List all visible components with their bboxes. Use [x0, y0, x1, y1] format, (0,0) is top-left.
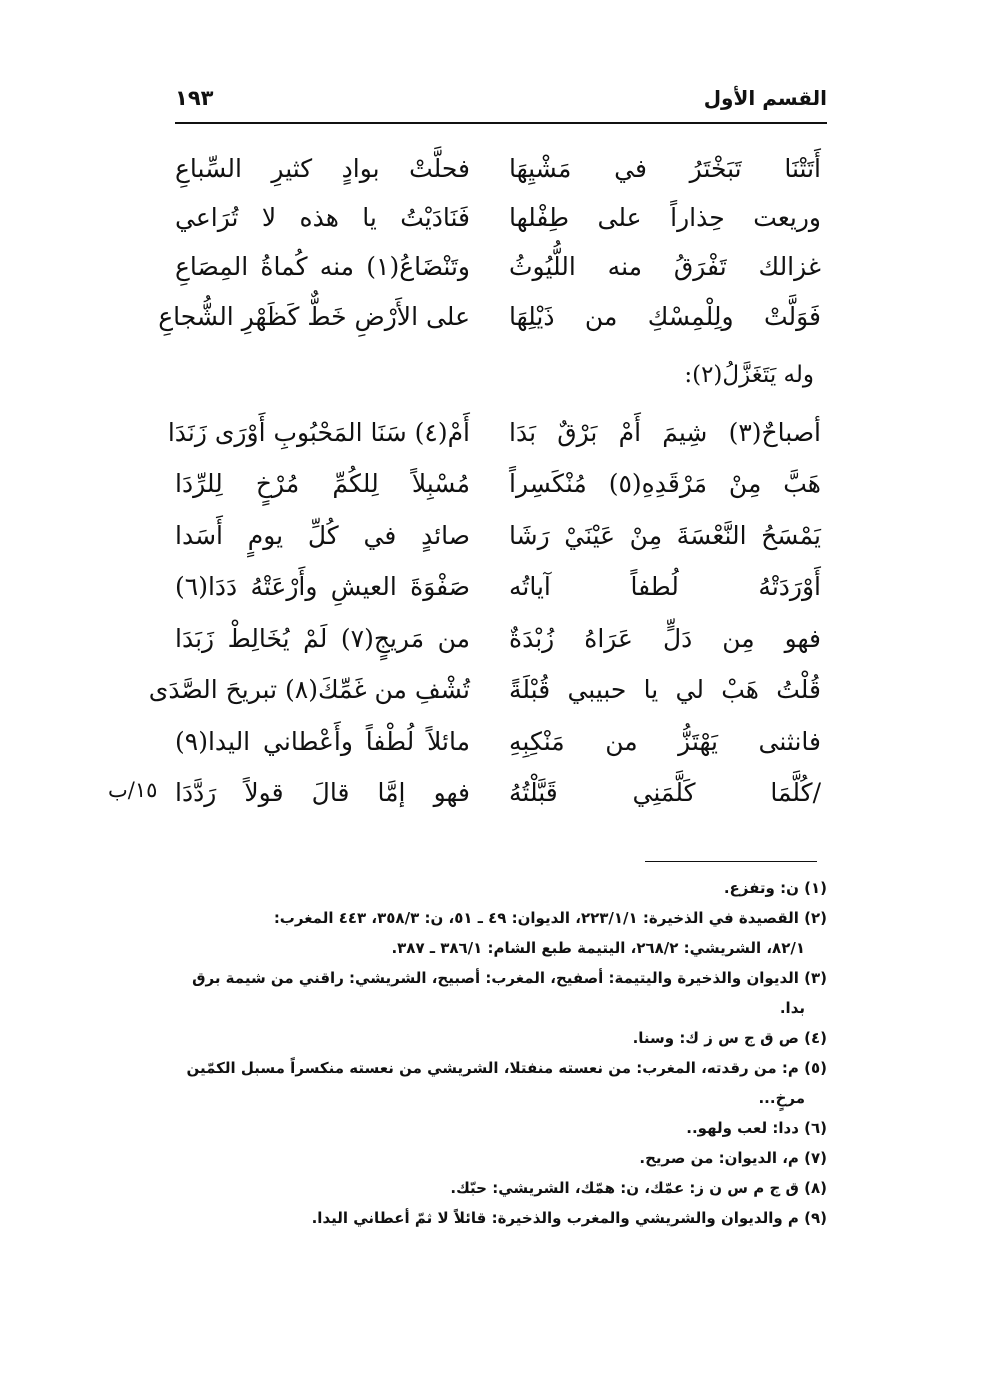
header-rule [175, 122, 827, 124]
hemistich-second: صائدٍ في كُلِّ يومٍ أَسَدا [175, 521, 470, 550]
verse [167, 418, 827, 458]
verse [175, 572, 827, 612]
section-title: القسم الأول [703, 86, 827, 110]
hemistich-second: فهو إمَّا قالَ قولاً رَدَّدَا [175, 778, 470, 807]
verse [175, 203, 827, 243]
footnote-9 [175, 1203, 827, 1233]
footnote-1 [175, 873, 827, 903]
footnote-rule [645, 861, 817, 862]
footnote-text: (٤) ص ق ج س ز ك: وسنا. [632, 1029, 827, 1047]
footnote-text: (٣) الديوان والذخيرة واليتيمة: أصفيح، المغرب: أصبيح، الشريشي: راقني من شيمة برق [192, 969, 827, 987]
hemistich-first: فانثنى يَهْتَزُّ من مَنْكِبِهِ [509, 727, 821, 756]
footnote-text: (١) ن: وتفزع. [723, 879, 827, 897]
hemistich-second: فحلَّتْ بوادٍ كثيرِ السِّباعِ [175, 154, 470, 183]
hemistich-second: على الأَرْضِ خَطٌّ كَظَهْرِ الشُّجاعِ [158, 302, 470, 331]
footnote-text: (٢) القصيدة في الذخيرة: ٢٢٣/١/١، الديوان: ٤٩ ـ ٥١، ن: ٣٥٨/٣، ٤٤٣ المغرب: [273, 909, 827, 927]
verse [175, 521, 827, 561]
poem-intro: وله يَتَغَزَّلُ(٢): [684, 362, 814, 388]
verse [175, 469, 827, 509]
verse [175, 778, 827, 818]
footnote-continuation: بدا. [779, 999, 805, 1017]
hemistich-first: أَتَتْنَا تَبَخْتَرُ في مَشْيِهَا [509, 154, 821, 183]
footnote-continuation: مرخٍ... [758, 1089, 805, 1107]
hemistich-second: تُشْفِ من غَمِّكَ(٨) تبريحَ الصَّدَى [148, 675, 470, 704]
footnote-7 [175, 1143, 827, 1173]
hemistich-first: فَوَلَّتْ ولِلْمِسْكِ من ذَيْلِهَا [509, 302, 821, 331]
hemistich-first: /كُلَّمَا كَلَّمَنِي قَبَّلْتُهُ [509, 778, 821, 807]
hemistich-first: أصباحٌ(٣) شِيمَ أَمْ بَرْقٌ بَدَا [509, 418, 821, 447]
hemistich-first: قُلْتُ هَبْ لي يا حبيبي قُبْلَةً [509, 675, 821, 704]
folio-marginal-note: ١٥/ب [108, 778, 158, 802]
footnote-text: (٨) ق ج م س ن ز: عمّك، ن: همّك، الشريشي: حبّك. [450, 1179, 827, 1197]
verse [175, 252, 827, 292]
page-header [175, 86, 827, 124]
verse [148, 675, 827, 715]
page-number: ١٩٣ [175, 86, 214, 110]
footnote-text: (٦) ددا: لعب ولهو.. [686, 1119, 827, 1137]
hemistich-first: هَبَّ مِنْ مَرْقَدِهِ(٥) مُنْكَسِراً [509, 469, 821, 498]
footnote-8 [175, 1173, 827, 1203]
hemistich-second: من مَريجٍ(٧) لَمْ يُخَالِطْ زَبَدَا [175, 624, 471, 653]
verse [175, 727, 827, 767]
hemistich-second: مُسْبِلاً لِلكُمِّ مُرْخٍ لِلرِّدَا [175, 469, 470, 498]
verse [158, 302, 827, 342]
footnote-text: (٥) م: من رقدته، المغرب: من نعسته منفتلا، الشريشي من نعسته منكسراً مسبل الكمّين [186, 1059, 827, 1077]
footnote-6 [175, 1113, 827, 1143]
footnote-2 [175, 903, 827, 963]
footnote-text: (٧) م، الديوان: من صريح. [639, 1149, 827, 1167]
hemistich-second: صَفْوَةَ العيشِ وأَرْعَتْهُ دَدَا(٦) [175, 572, 470, 601]
footnote-continuation: ٨٢/١، الشريشي: ٢٦٨/٢، اليتيمة طبع الشام: ٣٨٦/١ ـ ٣٨٧. [391, 939, 805, 957]
hemistich-first: فهو مِن دَلٍّ عَرَاهُ زُبْدَةٌ [509, 624, 821, 653]
hemistich-second: مائلاً لُطْفاً وأَعْطاني اليدا(٩) [175, 727, 470, 756]
hemistich-second: أَمْ(٤) سَنَا المَحْبُوبِ أَوْرَى زَنَدَا [167, 418, 470, 447]
hemistich-first: أَوْرَدَتْهُ لُطفاً آياتُه [509, 572, 821, 601]
hemistich-second: وتَنْضَاعُ(١) منه كُماةُ المِصَاعِ [175, 252, 470, 281]
footnote-3 [175, 963, 827, 1023]
footnotes [175, 873, 827, 1233]
footnote-text: (٩) م والديوان والشريشي والمغرب والذخيرة: قائلاً لا ثمّ أعطاني اليدا. [311, 1209, 827, 1227]
hemistich-second: فَنَادَيْتُ يا هذه لا تُرَاعي [175, 203, 470, 232]
footnote-4 [175, 1023, 827, 1053]
hemistich-first: يَمْسَحُ النَّعْسَةَ مِنْ عَيْنَيْ رَشَا [509, 521, 821, 550]
hemistich-first: وريعت حِذاراً على طِفْلها [509, 203, 821, 232]
verse [175, 624, 827, 664]
hemistich-first: غزالك تَفْرَقُ منه اللُّيُوثُ [509, 252, 821, 281]
footnote-5 [175, 1053, 827, 1113]
verse [175, 154, 827, 194]
